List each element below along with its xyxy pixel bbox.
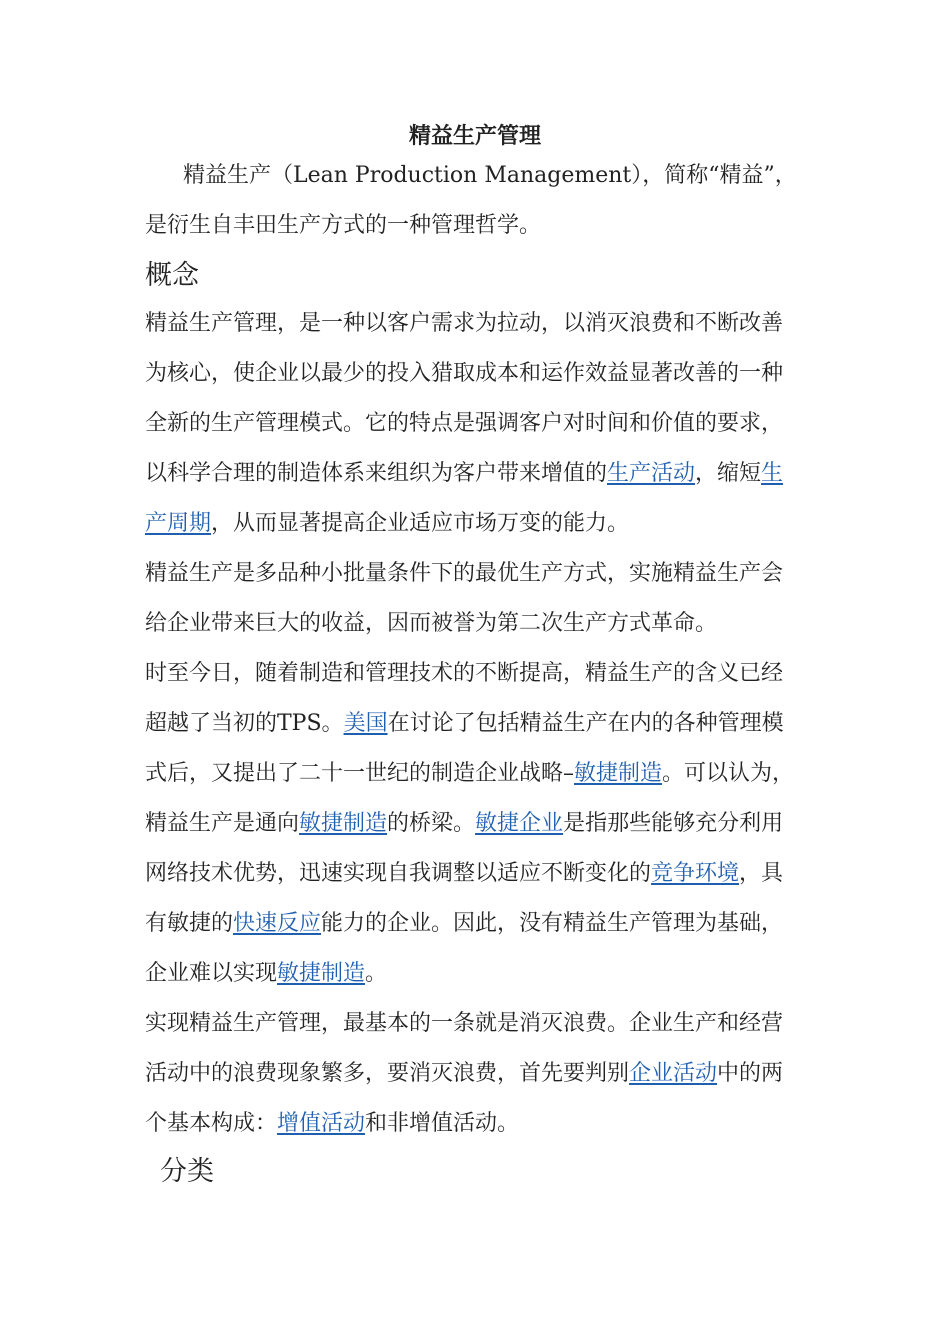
text-run: 中的两 <box>717 1061 784 1086</box>
link-production-cycle-part2[interactable]: 产周期 <box>145 511 212 536</box>
text-run: 的桥梁。 <box>387 811 476 836</box>
text-run: 给企业带来巨大的收益，因而被誉为第二次生产方式革命。 <box>145 611 718 636</box>
text-run: 时至今日，随着制造和管理技术的不断提高，精益生产的含义已经 <box>145 661 784 686</box>
paragraph-line <box>145 958 387 990</box>
paragraph-line <box>145 658 783 690</box>
link-agile-manufacturing[interactable]: 敏捷制造 <box>299 811 388 836</box>
paragraph-line <box>145 708 784 740</box>
paragraph-line <box>145 1108 519 1140</box>
paragraph-line <box>145 358 783 390</box>
section-heading-classification: 分类 <box>160 1156 214 1187</box>
link-agile-enterprise[interactable]: 敏捷企业 <box>475 811 564 836</box>
intro-line-1: 精益生产（Lean Production Management），简称“精益”， <box>183 163 797 188</box>
paragraph-line <box>145 308 783 340</box>
paragraph-line <box>145 1008 783 1040</box>
link-competitive-environment[interactable]: 竞争环境 <box>651 861 740 886</box>
text-run: 超越了当初的TPS。 <box>145 711 344 736</box>
intro-line-2: 是衍生自丰田生产方式的一种管理哲学。 <box>145 213 542 238</box>
text-run: 能力的企业。因此，没有精益生产管理为基础， <box>321 911 784 936</box>
text-run: 以科学合理的制造体系来组织为客户带来增值的 <box>145 461 608 486</box>
text-run: ，具 <box>739 861 784 886</box>
text-run: 个基本构成： <box>145 1111 278 1136</box>
link-agile-manufacturing[interactable]: 敏捷制造 <box>277 961 366 986</box>
text-run: 和非增值活动。 <box>365 1111 520 1136</box>
text-run: 全新的生产管理模式。它的特点是强调客户对时间和价值的要求， <box>145 411 784 436</box>
text-run: 实现精益生产管理，最基本的一条就是消灭浪费。企业生产和经营 <box>145 1011 784 1036</box>
link-enterprise-activity[interactable]: 企业活动 <box>629 1061 718 1086</box>
text-run: 网络技术优势，迅速实现自我调整以适应不断变化的 <box>145 861 652 886</box>
link-production-cycle-part1[interactable]: 生 <box>761 461 784 486</box>
text-run: 式后，又提出了二十一世纪的制造企业战略– <box>145 761 575 786</box>
document-title: 精益生产管理 <box>408 123 541 149</box>
paragraph-line <box>145 508 629 540</box>
text-run: 企业难以实现 <box>145 961 278 986</box>
paragraph-line <box>145 858 783 890</box>
paragraph-line <box>145 1058 783 1090</box>
link-usa[interactable]: 美国 <box>343 711 388 736</box>
text-run: 精益生产是通向 <box>145 811 300 836</box>
paragraph-line <box>145 608 717 640</box>
link-rapid-response[interactable]: 快速反应 <box>233 911 322 936</box>
paragraph-line <box>145 458 783 490</box>
text-run: ，缩短 <box>695 461 762 486</box>
paragraph-line <box>145 558 783 590</box>
paragraph-line <box>145 758 794 790</box>
section-heading-concept: 概念 <box>145 260 199 291</box>
text-run: 活动中的浪费现象繁多，要消灭浪费，首先要判别 <box>145 1061 630 1086</box>
link-production-activity[interactable]: 生产活动 <box>607 461 696 486</box>
text-run: 为核心，使企业以最少的投入猎取成本和运作效益显著改善的一种 <box>145 361 784 386</box>
paragraph-line <box>145 808 783 840</box>
text-run: ，从而显著提高企业适应市场万变的能力。 <box>211 511 630 536</box>
text-run: 。 <box>365 961 388 986</box>
paragraph-line <box>145 408 783 440</box>
link-agile-manufacturing[interactable]: 敏捷制造 <box>574 761 663 786</box>
text-run: 精益生产是多品种小批量条件下的最优生产方式，实施精益生产会 <box>145 561 784 586</box>
text-run: 。可以认为， <box>662 761 795 786</box>
text-run: 是指那些能够充分利用 <box>563 811 784 836</box>
paragraph-line <box>145 908 783 940</box>
text-run: 在讨论了包括精益生产在内的各种管理模 <box>387 711 784 736</box>
text-run: 精益生产管理，是一种以客户需求为拉动，以消灭浪费和不断改善 <box>145 311 784 336</box>
link-value-added-activity[interactable]: 增值活动 <box>277 1111 366 1136</box>
text-run: 有敏捷的 <box>145 911 234 936</box>
